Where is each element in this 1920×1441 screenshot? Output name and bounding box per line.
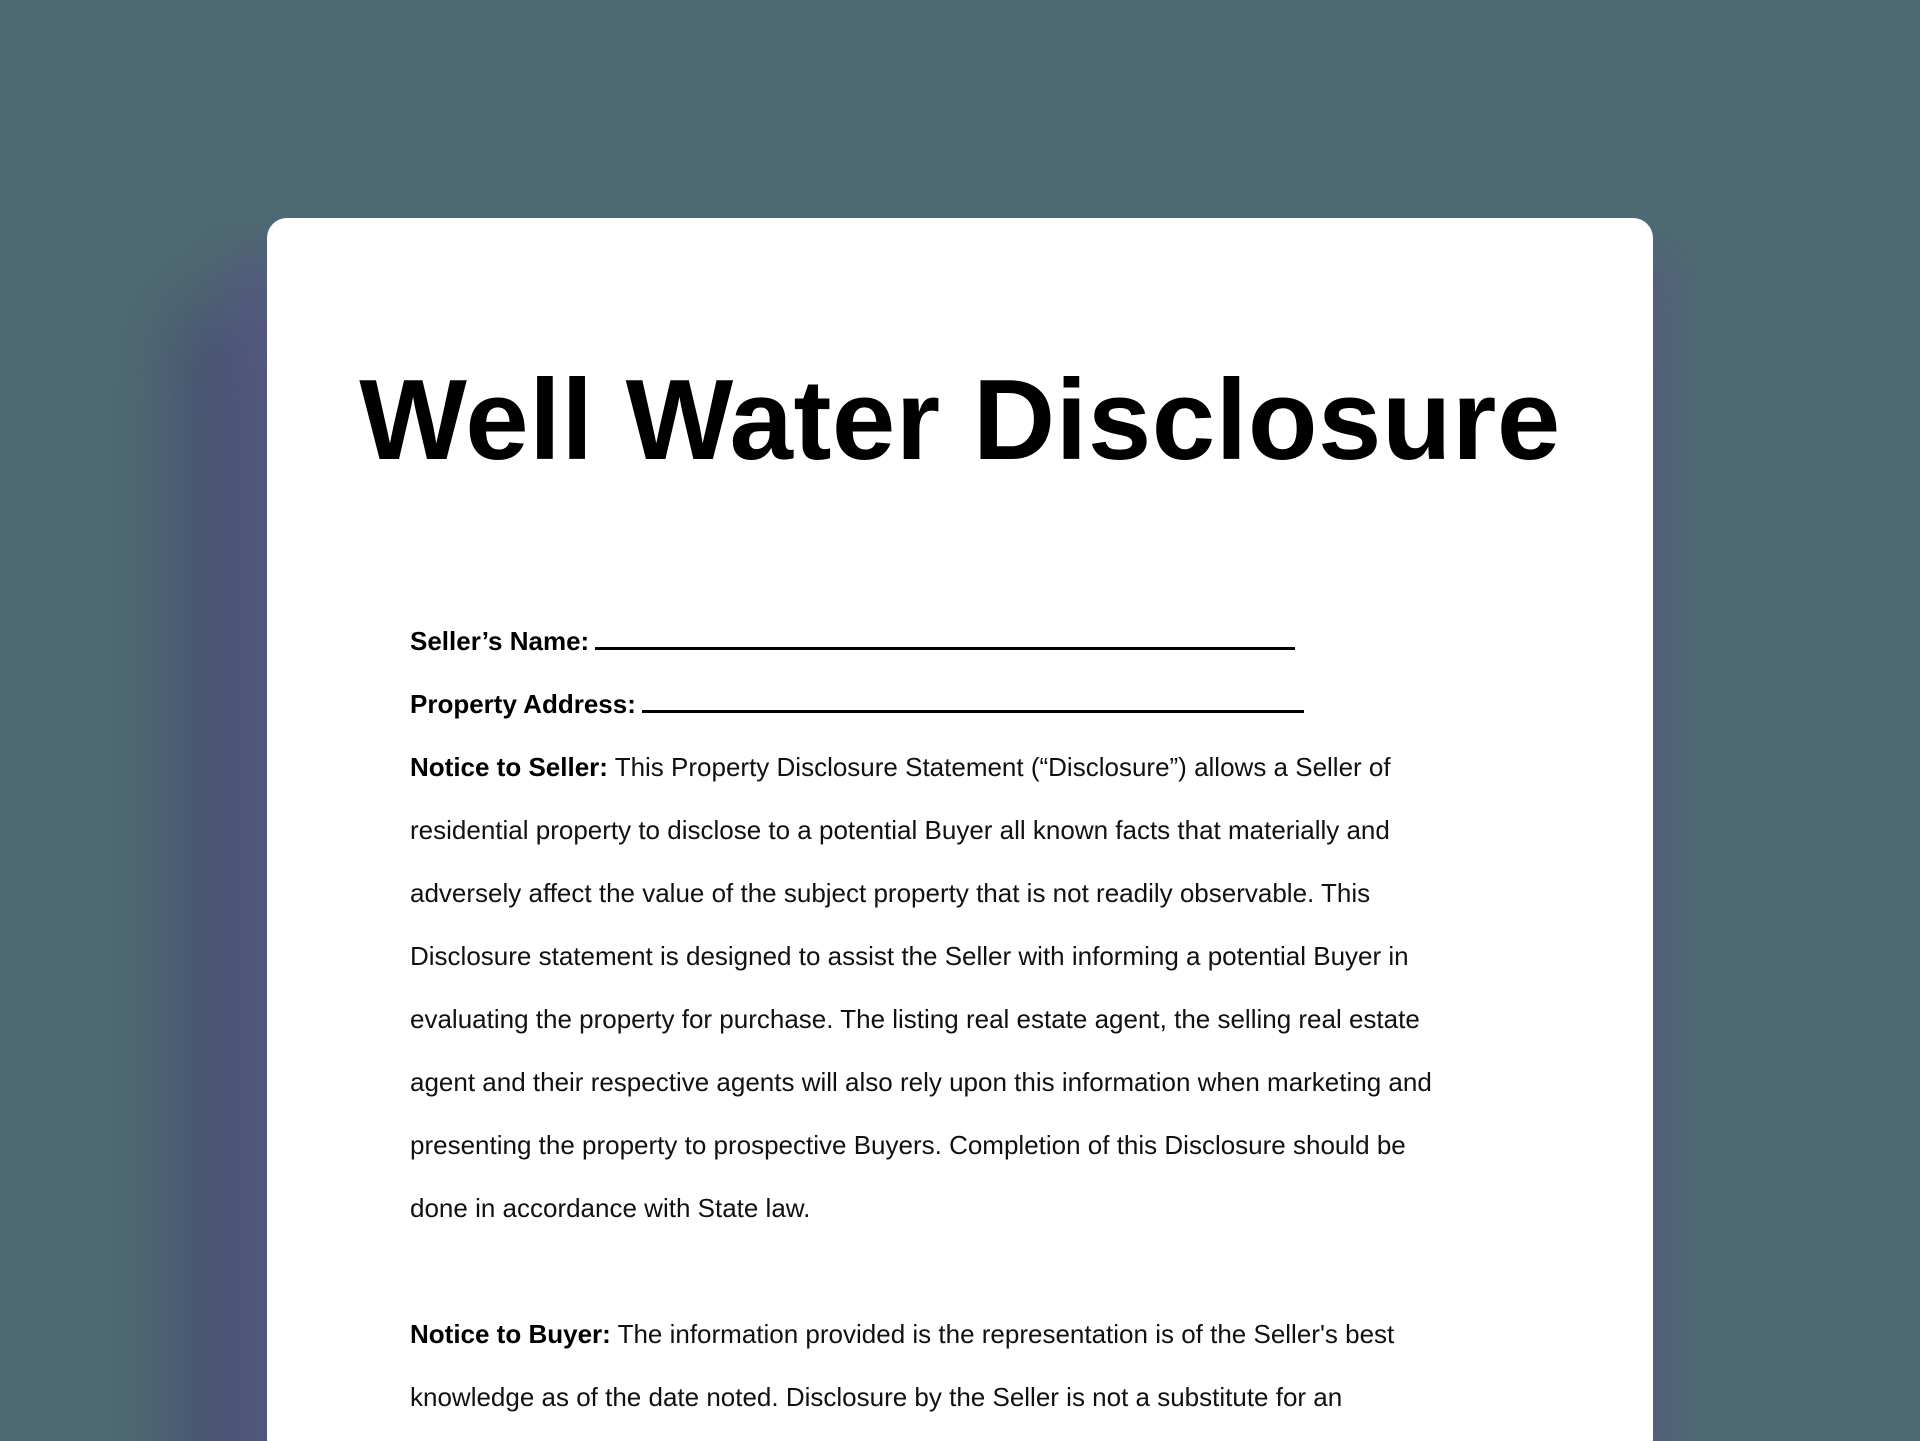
sellers-name-field: [410, 610, 1610, 673]
notice-to-buyer-label: Notice to Buyer:: [410, 1319, 611, 1349]
property-address-blank[interactable]: [642, 690, 1304, 713]
paragraph-text: The information provided is the representation is of the Seller's best: [610, 1319, 1395, 1349]
paragraph-text: This Property Disclosure Statement (“Disclosure”) allows a Seller of: [607, 752, 1391, 782]
notice-to-seller-label: Notice to Seller:: [410, 752, 608, 782]
document-title: Well Water Disclosure: [359, 357, 1561, 484]
paragraph-line: [410, 1303, 1610, 1366]
paragraph-line: evaluating the property for purchase. The listing real estate agent, the selling real estate: [410, 1004, 1420, 1034]
sellers-name-label: Seller’s Name:: [410, 626, 590, 656]
paragraph-line: adversely affect the value of the subject property that is not readily observable. This: [410, 878, 1371, 908]
notice-to-buyer-paragraph: [410, 1303, 1610, 1429]
paragraph-line: presenting the property to prospective Buyers. Completion of this Disclosure should be: [410, 1130, 1406, 1160]
paragraph-spacer: [410, 1240, 1610, 1303]
property-address-field: [410, 673, 1610, 736]
paragraph-line: agent and their respective agents will also rely upon this information when marketing and: [410, 1067, 1432, 1097]
paragraph-line: knowledge as of the date noted. Disclosure by the Seller is not a substitute for an: [410, 1382, 1343, 1412]
paragraph-line: [410, 736, 1610, 799]
paragraph-line: Disclosure statement is designed to assist the Seller with informing a potential Buyer in: [410, 941, 1409, 971]
paragraph-line: residential property to disclose to a potential Buyer all known facts that materially and: [410, 815, 1390, 845]
sellers-name-blank[interactable]: [595, 627, 1295, 650]
paragraph-line: done in accordance with State law.: [410, 1193, 811, 1223]
document-card: [267, 218, 1653, 1441]
property-address-label: Property Address:: [410, 689, 636, 719]
notice-to-seller-paragraph: [410, 736, 1610, 1240]
document-body: [410, 610, 1610, 1429]
